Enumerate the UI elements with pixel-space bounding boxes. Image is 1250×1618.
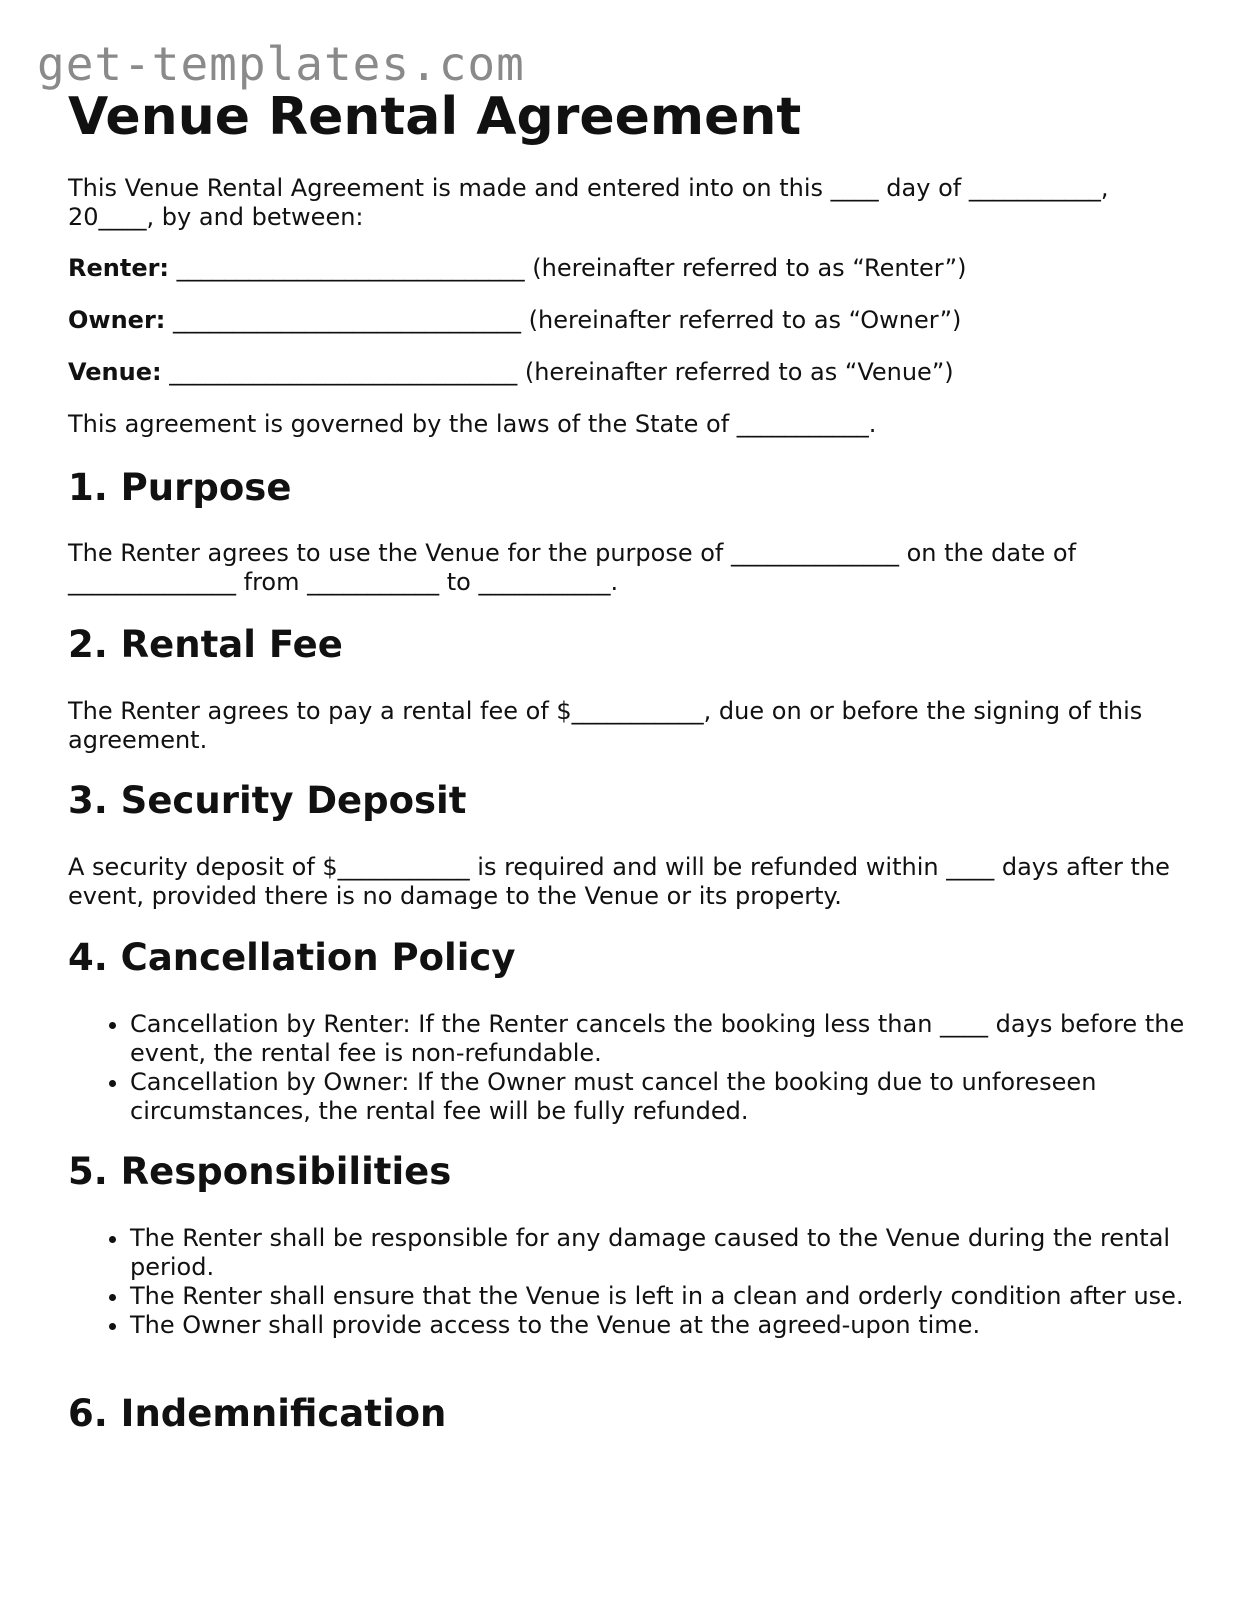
- responsibilities-heading: 5. Responsibilities: [68, 1150, 452, 1193]
- party-venue-text: _____________________________ (hereinafter referred to as “Venue”): [161, 358, 954, 386]
- purpose-paragraph: The Renter agrees to use the Venue for the purpose of ______________ on the date of ______________ from ___________ to ___________.: [68, 539, 1077, 596]
- party-renter-text: _____________________________ (hereinafter referred to as “Renter”): [169, 254, 967, 282]
- purpose-heading: 1. Purpose: [68, 466, 292, 509]
- list-item: • Cancellation by Renter: If the Renter cancels the booking less than ____ days before the event, the rental fee is non-refundable.: [130, 1010, 1240, 1068]
- list-item: • Cancellation by Owner: If the Owner must cancel the booking due to unforeseen circumstances, the rental fee will be fully refunded.: [130, 1068, 1240, 1126]
- governing-law-paragraph: This agreement is governed by the laws of the State of ___________.: [68, 410, 877, 438]
- party-owner-line: [68, 306, 961, 335]
- site-watermark: get-templates.com: [37, 37, 525, 91]
- security-deposit-paragraph: A security deposit of $___________ is required and will be refunded within ____ days after the event, provided there is no damage to the Venue or its property.: [68, 853, 1170, 910]
- document-title: Venue Rental Agreement: [68, 87, 802, 147]
- cancellation-heading: 4. Cancellation Policy: [68, 936, 516, 979]
- rental-fee-heading: 2. Rental Fee: [68, 623, 343, 666]
- party-venue-line: [68, 358, 954, 387]
- rental-fee-paragraph: The Renter agrees to pay a rental fee of $___________, due on or before the signing of this agreement.: [68, 697, 1143, 754]
- intro-paragraph: This Venue Rental Agreement is made and entered into on this ____ day of ___________, 20____, by and between:: [68, 174, 1109, 231]
- list-item: • The Owner shall provide access to the Venue at the agreed-upon time.: [130, 1311, 1240, 1340]
- party-owner-text: _____________________________ (hereinafter referred to as “Owner”): [165, 306, 962, 334]
- party-renter-label: Renter:: [68, 254, 170, 282]
- security-deposit-heading: 3. Security Deposit: [68, 779, 467, 822]
- party-owner-label: Owner:: [68, 306, 166, 334]
- responsibilities-list: [68, 1224, 1240, 1340]
- list-item: • The Renter shall ensure that the Venue is left in a clean and orderly condition after use.: [130, 1282, 1240, 1311]
- cancellation-list: [68, 1010, 1240, 1126]
- party-venue-label: Venue:: [68, 358, 162, 386]
- indemnification-heading: 6. Indemnification: [68, 1392, 447, 1435]
- party-renter-line: [68, 254, 966, 283]
- list-item: • The Renter shall be responsible for any damage caused to the Venue during the rental period.: [130, 1224, 1240, 1282]
